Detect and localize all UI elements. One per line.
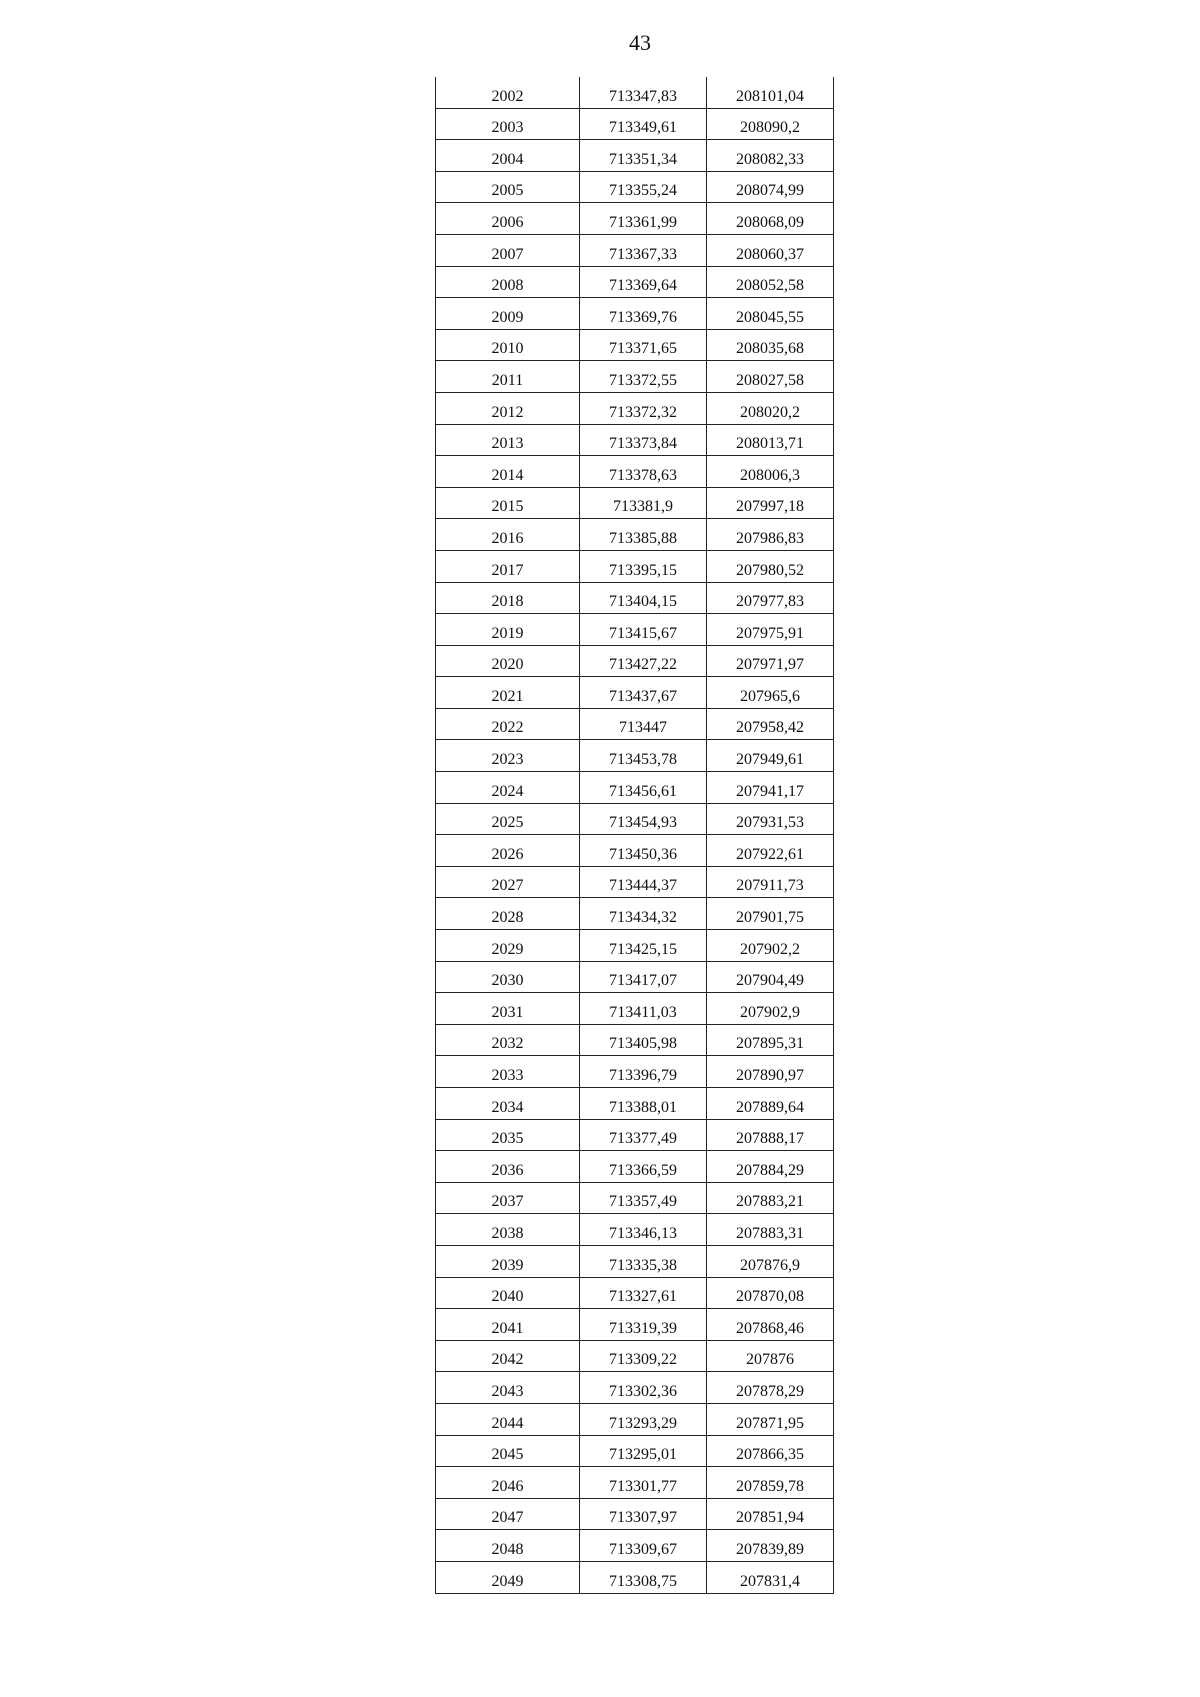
x-coordinate-cell: 713456,61 bbox=[580, 772, 707, 804]
x-coordinate-cell: 713377,49 bbox=[580, 1119, 707, 1151]
x-coordinate-cell: 713385,88 bbox=[580, 519, 707, 551]
x-coordinate-cell: 713453,78 bbox=[580, 740, 707, 772]
y-coordinate-cell: 207870,08 bbox=[707, 1277, 834, 1309]
y-coordinate-cell: 208013,71 bbox=[707, 424, 834, 456]
y-coordinate-cell: 208090,2 bbox=[707, 108, 834, 140]
table-row bbox=[436, 1182, 834, 1214]
y-coordinate-cell: 207890,97 bbox=[707, 1056, 834, 1088]
table-row bbox=[436, 266, 834, 298]
y-coordinate-cell: 207888,17 bbox=[707, 1119, 834, 1151]
point-number-cell: 2012 bbox=[436, 392, 580, 424]
coordinates-table-body bbox=[436, 77, 834, 1593]
x-coordinate-cell: 713295,01 bbox=[580, 1435, 707, 1467]
point-number-cell: 2049 bbox=[436, 1561, 580, 1593]
x-coordinate-cell: 713366,59 bbox=[580, 1151, 707, 1183]
table-row bbox=[436, 740, 834, 772]
y-coordinate-cell: 207868,46 bbox=[707, 1309, 834, 1341]
y-coordinate-cell: 207922,61 bbox=[707, 835, 834, 867]
point-number-cell: 2021 bbox=[436, 677, 580, 709]
point-number-cell: 2046 bbox=[436, 1467, 580, 1499]
x-coordinate-cell: 713349,61 bbox=[580, 108, 707, 140]
x-coordinate-cell: 713447 bbox=[580, 708, 707, 740]
y-coordinate-cell: 207851,94 bbox=[707, 1498, 834, 1530]
x-coordinate-cell: 713373,84 bbox=[580, 424, 707, 456]
y-coordinate-cell: 207958,42 bbox=[707, 708, 834, 740]
point-number-cell: 2036 bbox=[436, 1151, 580, 1183]
y-coordinate-cell: 207980,52 bbox=[707, 550, 834, 582]
y-coordinate-cell: 207884,29 bbox=[707, 1151, 834, 1183]
table-row bbox=[436, 645, 834, 677]
x-coordinate-cell: 713307,97 bbox=[580, 1498, 707, 1530]
y-coordinate-cell: 207965,6 bbox=[707, 677, 834, 709]
point-number-cell: 2017 bbox=[436, 550, 580, 582]
x-coordinate-cell: 713434,32 bbox=[580, 898, 707, 930]
y-coordinate-cell: 207975,91 bbox=[707, 614, 834, 646]
x-coordinate-cell: 713378,63 bbox=[580, 456, 707, 488]
y-coordinate-cell: 208045,55 bbox=[707, 298, 834, 330]
y-coordinate-cell: 207931,53 bbox=[707, 803, 834, 835]
point-number-cell: 2047 bbox=[436, 1498, 580, 1530]
y-coordinate-cell: 208020,2 bbox=[707, 392, 834, 424]
table-row bbox=[436, 1245, 834, 1277]
table-row bbox=[436, 77, 834, 108]
point-number-cell: 2045 bbox=[436, 1435, 580, 1467]
point-number-cell: 2020 bbox=[436, 645, 580, 677]
y-coordinate-cell: 207876,9 bbox=[707, 1245, 834, 1277]
table-row bbox=[436, 1277, 834, 1309]
x-coordinate-cell: 713450,36 bbox=[580, 835, 707, 867]
x-coordinate-cell: 713437,67 bbox=[580, 677, 707, 709]
table-row bbox=[436, 550, 834, 582]
x-coordinate-cell: 713411,03 bbox=[580, 993, 707, 1025]
point-number-cell: 2039 bbox=[436, 1245, 580, 1277]
point-number-cell: 2028 bbox=[436, 898, 580, 930]
y-coordinate-cell: 207997,18 bbox=[707, 487, 834, 519]
point-number-cell: 2014 bbox=[436, 456, 580, 488]
y-coordinate-cell: 208060,37 bbox=[707, 234, 834, 266]
x-coordinate-cell: 713357,49 bbox=[580, 1182, 707, 1214]
x-coordinate-cell: 713347,83 bbox=[580, 77, 707, 108]
point-number-cell: 2008 bbox=[436, 266, 580, 298]
point-number-cell: 2048 bbox=[436, 1530, 580, 1562]
x-coordinate-cell: 713355,24 bbox=[580, 171, 707, 203]
point-number-cell: 2006 bbox=[436, 203, 580, 235]
x-coordinate-cell: 713372,55 bbox=[580, 361, 707, 393]
y-coordinate-cell: 208068,09 bbox=[707, 203, 834, 235]
x-coordinate-cell: 713369,76 bbox=[580, 298, 707, 330]
x-coordinate-cell: 713388,01 bbox=[580, 1088, 707, 1120]
point-number-cell: 2019 bbox=[436, 614, 580, 646]
table-row bbox=[436, 361, 834, 393]
table-row bbox=[436, 140, 834, 172]
point-number-cell: 2037 bbox=[436, 1182, 580, 1214]
x-coordinate-cell: 713415,67 bbox=[580, 614, 707, 646]
point-number-cell: 2011 bbox=[436, 361, 580, 393]
point-number-cell: 2016 bbox=[436, 519, 580, 551]
table-row bbox=[436, 456, 834, 488]
x-coordinate-cell: 713444,37 bbox=[580, 866, 707, 898]
y-coordinate-cell: 207941,17 bbox=[707, 772, 834, 804]
point-number-cell: 2010 bbox=[436, 329, 580, 361]
x-coordinate-cell: 713372,32 bbox=[580, 392, 707, 424]
point-number-cell: 2009 bbox=[436, 298, 580, 330]
point-number-cell: 2025 bbox=[436, 803, 580, 835]
coordinates-table bbox=[435, 77, 834, 1594]
table-row bbox=[436, 1372, 834, 1404]
y-coordinate-cell: 207859,78 bbox=[707, 1467, 834, 1499]
x-coordinate-cell: 713309,67 bbox=[580, 1530, 707, 1562]
y-coordinate-cell: 207895,31 bbox=[707, 1024, 834, 1056]
table-row bbox=[436, 866, 834, 898]
table-row bbox=[436, 1151, 834, 1183]
point-number-cell: 2022 bbox=[436, 708, 580, 740]
point-number-cell: 2007 bbox=[436, 234, 580, 266]
page-number: 43 bbox=[629, 30, 651, 55]
x-coordinate-cell: 713309,22 bbox=[580, 1340, 707, 1372]
point-number-cell: 2024 bbox=[436, 772, 580, 804]
table-row bbox=[436, 171, 834, 203]
x-coordinate-cell: 713361,99 bbox=[580, 203, 707, 235]
point-number-cell: 2033 bbox=[436, 1056, 580, 1088]
x-coordinate-cell: 713308,75 bbox=[580, 1561, 707, 1593]
y-coordinate-cell: 207902,2 bbox=[707, 930, 834, 962]
point-number-cell: 2026 bbox=[436, 835, 580, 867]
point-number-cell: 2005 bbox=[436, 171, 580, 203]
point-number-cell: 2040 bbox=[436, 1277, 580, 1309]
point-number-cell: 2038 bbox=[436, 1214, 580, 1246]
x-coordinate-cell: 713335,38 bbox=[580, 1245, 707, 1277]
y-coordinate-cell: 207871,95 bbox=[707, 1403, 834, 1435]
y-coordinate-cell: 208074,99 bbox=[707, 171, 834, 203]
table-row bbox=[436, 519, 834, 551]
y-coordinate-cell: 207876 bbox=[707, 1340, 834, 1372]
y-coordinate-cell: 207831,4 bbox=[707, 1561, 834, 1593]
table-row bbox=[436, 203, 834, 235]
y-coordinate-cell: 208052,58 bbox=[707, 266, 834, 298]
y-coordinate-cell: 208006,3 bbox=[707, 456, 834, 488]
x-coordinate-cell: 713327,61 bbox=[580, 1277, 707, 1309]
y-coordinate-cell: 207866,35 bbox=[707, 1435, 834, 1467]
y-coordinate-cell: 207883,31 bbox=[707, 1214, 834, 1246]
y-coordinate-cell: 208027,58 bbox=[707, 361, 834, 393]
point-number-cell: 2043 bbox=[436, 1372, 580, 1404]
y-coordinate-cell: 207902,9 bbox=[707, 993, 834, 1025]
table-row bbox=[436, 1530, 834, 1562]
table-row bbox=[436, 234, 834, 266]
table-row bbox=[436, 487, 834, 519]
table-row bbox=[436, 1214, 834, 1246]
table-row bbox=[436, 392, 834, 424]
point-number-cell: 2034 bbox=[436, 1088, 580, 1120]
point-number-cell: 2003 bbox=[436, 108, 580, 140]
table-row bbox=[436, 1024, 834, 1056]
point-number-cell: 2023 bbox=[436, 740, 580, 772]
table-row bbox=[436, 803, 834, 835]
table-row bbox=[436, 1340, 834, 1372]
point-number-cell: 2027 bbox=[436, 866, 580, 898]
point-number-cell: 2041 bbox=[436, 1309, 580, 1341]
table-row bbox=[436, 835, 834, 867]
table-row bbox=[436, 1309, 834, 1341]
x-coordinate-cell: 713351,34 bbox=[580, 140, 707, 172]
y-coordinate-cell: 207911,73 bbox=[707, 866, 834, 898]
y-coordinate-cell: 207986,83 bbox=[707, 519, 834, 551]
x-coordinate-cell: 713367,33 bbox=[580, 234, 707, 266]
x-coordinate-cell: 713404,15 bbox=[580, 582, 707, 614]
x-coordinate-cell: 713454,93 bbox=[580, 803, 707, 835]
y-coordinate-cell: 207889,64 bbox=[707, 1088, 834, 1120]
table-row bbox=[436, 1088, 834, 1120]
y-coordinate-cell: 207949,61 bbox=[707, 740, 834, 772]
point-number-cell: 2002 bbox=[436, 77, 580, 108]
x-coordinate-cell: 713302,36 bbox=[580, 1372, 707, 1404]
y-coordinate-cell: 207901,75 bbox=[707, 898, 834, 930]
table-row bbox=[436, 329, 834, 361]
x-coordinate-cell: 713427,22 bbox=[580, 645, 707, 677]
x-coordinate-cell: 713396,79 bbox=[580, 1056, 707, 1088]
point-number-cell: 2015 bbox=[436, 487, 580, 519]
x-coordinate-cell: 713405,98 bbox=[580, 1024, 707, 1056]
y-coordinate-cell: 207883,21 bbox=[707, 1182, 834, 1214]
x-coordinate-cell: 713425,15 bbox=[580, 930, 707, 962]
table-row bbox=[436, 1056, 834, 1088]
table-row bbox=[436, 898, 834, 930]
table-row bbox=[436, 1435, 834, 1467]
y-coordinate-cell: 207977,83 bbox=[707, 582, 834, 614]
point-number-cell: 2018 bbox=[436, 582, 580, 614]
x-coordinate-cell: 713371,65 bbox=[580, 329, 707, 361]
x-coordinate-cell: 713346,13 bbox=[580, 1214, 707, 1246]
y-coordinate-cell: 207839,89 bbox=[707, 1530, 834, 1562]
x-coordinate-cell: 713369,64 bbox=[580, 266, 707, 298]
x-coordinate-cell: 713381,9 bbox=[580, 487, 707, 519]
table-row bbox=[436, 1498, 834, 1530]
table-row bbox=[436, 108, 834, 140]
table-row bbox=[436, 961, 834, 993]
point-number-cell: 2030 bbox=[436, 961, 580, 993]
point-number-cell: 2044 bbox=[436, 1403, 580, 1435]
table-row bbox=[436, 1467, 834, 1499]
point-number-cell: 2032 bbox=[436, 1024, 580, 1056]
y-coordinate-cell: 207904,49 bbox=[707, 961, 834, 993]
table-row bbox=[436, 772, 834, 804]
table-row bbox=[436, 582, 834, 614]
table-row bbox=[436, 424, 834, 456]
table-row bbox=[436, 708, 834, 740]
y-coordinate-cell: 208101,04 bbox=[707, 77, 834, 108]
x-coordinate-cell: 713293,29 bbox=[580, 1403, 707, 1435]
table-row bbox=[436, 1561, 834, 1593]
table-row bbox=[436, 614, 834, 646]
y-coordinate-cell: 207971,97 bbox=[707, 645, 834, 677]
y-coordinate-cell: 208035,68 bbox=[707, 329, 834, 361]
table-row bbox=[436, 993, 834, 1025]
table-row bbox=[436, 298, 834, 330]
point-number-cell: 2013 bbox=[436, 424, 580, 456]
point-number-cell: 2004 bbox=[436, 140, 580, 172]
x-coordinate-cell: 713395,15 bbox=[580, 550, 707, 582]
table-row bbox=[436, 677, 834, 709]
point-number-cell: 2035 bbox=[436, 1119, 580, 1151]
table-row bbox=[436, 1403, 834, 1435]
x-coordinate-cell: 713417,07 bbox=[580, 961, 707, 993]
y-coordinate-cell: 208082,33 bbox=[707, 140, 834, 172]
y-coordinate-cell: 207878,29 bbox=[707, 1372, 834, 1404]
table-row bbox=[436, 930, 834, 962]
point-number-cell: 2042 bbox=[436, 1340, 580, 1372]
point-number-cell: 2031 bbox=[436, 993, 580, 1025]
x-coordinate-cell: 713301,77 bbox=[580, 1467, 707, 1499]
table-row bbox=[436, 1119, 834, 1151]
point-number-cell: 2029 bbox=[436, 930, 580, 962]
x-coordinate-cell: 713319,39 bbox=[580, 1309, 707, 1341]
